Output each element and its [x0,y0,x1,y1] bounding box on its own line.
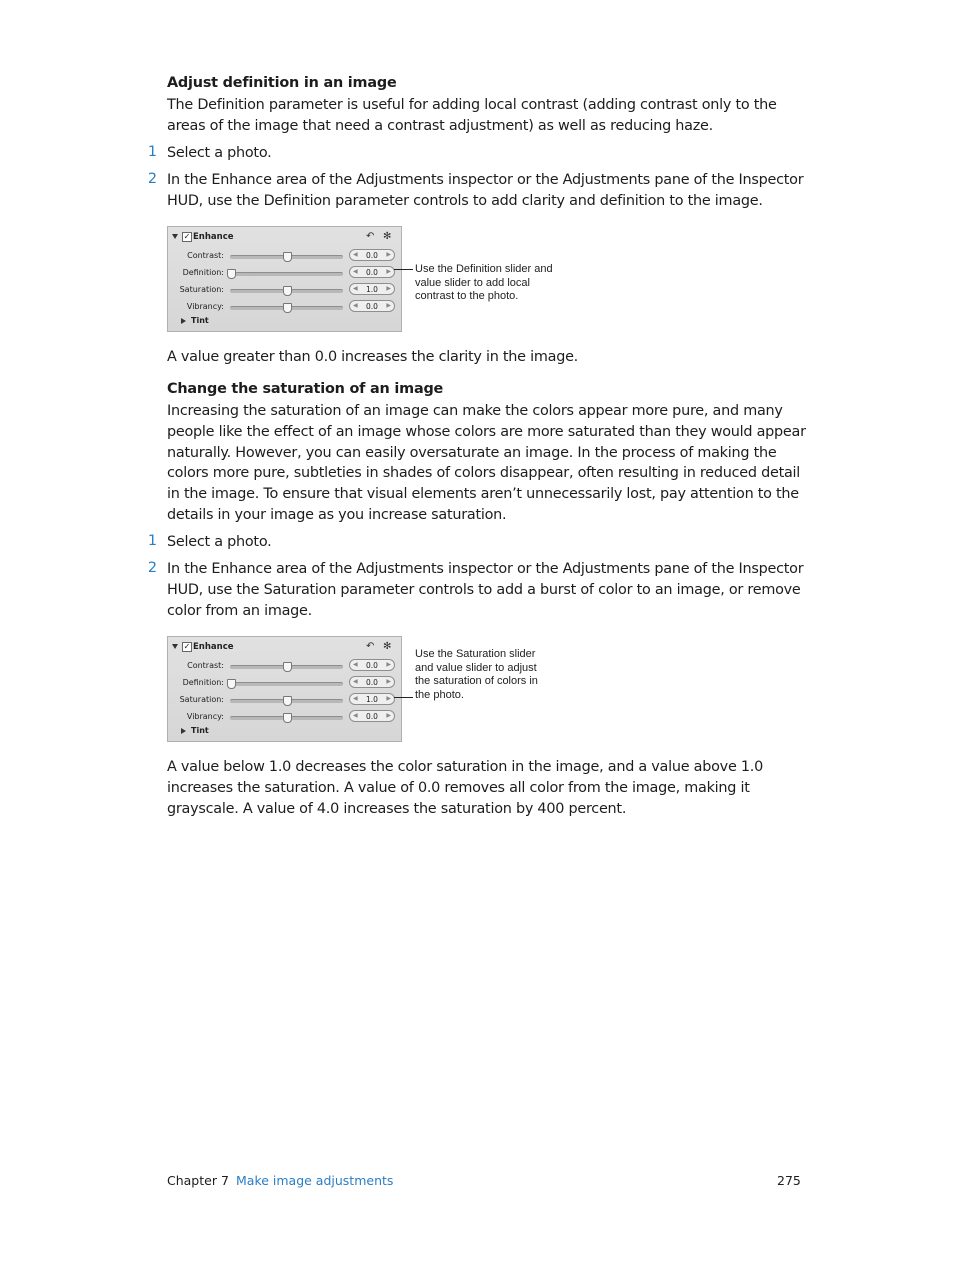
step-number: 1 [147,533,157,549]
page-number: 275 [777,1173,801,1188]
definition-value: 0.0 [366,268,378,277]
saturation-label: Saturation: [179,695,224,704]
step-text: In the Enhance area of the Adjustments inspector or the Adjustments pane of the Inspector HUD, use the Definition parameter controls to add clarity and definition to the image. [167,172,804,209]
decrement-arrow-icon[interactable]: ◀ [353,268,358,275]
gear-icon[interactable]: ✻ [383,231,392,242]
vibrancy-label: Vibrancy: [186,712,224,721]
contrast-label: Contrast: [187,661,224,670]
disclosure-closed-icon[interactable] [181,728,186,734]
gear-icon[interactable]: ✻ [383,641,392,652]
contrast-value: 0.0 [366,661,378,670]
saturation-intro-paragraph: Increasing the saturation of an image can make the colors appear more pure, and many people like the effect of an image whose colors are more saturated than they would appear naturally. However, you can easily oversaturate an image. In the process of making the colors more pure, subtleties in shades of colors disappear, often resulting in reduced detail in the image. To ensure that visual elements aren’t unnecessarily lost, pay attention to the details in your image as you increase saturation. [167,403,806,523]
vibrancy-slider[interactable] [230,716,343,720]
step-text: Select a photo. [167,145,272,161]
slider-thumb[interactable] [227,269,236,279]
saturation-row [168,693,401,707]
slider-thumb[interactable] [283,286,292,296]
contrast-value-slider[interactable] [349,659,395,671]
step-text: In the Enhance area of the Adjustments inspector or the Adjustments pane of the Inspector HUD, use the Saturation parameter controls to add a burst of color to an image, or remove color from an image. [167,561,804,619]
saturation-value: 1.0 [366,285,378,294]
vibrancy-slider[interactable] [230,306,343,310]
definition-value: 0.0 [366,678,378,687]
callout-leader-line [394,697,413,698]
definition-value-slider[interactable] [349,676,395,688]
decrement-arrow-icon[interactable]: ◀ [353,302,358,309]
slider-thumb[interactable] [283,252,292,262]
definition-row [168,676,401,690]
slider-thumb[interactable] [283,662,292,672]
step-number: 2 [147,560,157,576]
definition-intro-paragraph: The Definition parameter is useful for adding local contrast (adding contrast only to the areas of the image that need a contrast adjustment) as well as reducing haze. [167,97,777,134]
tint-label: Tint [191,726,209,735]
slider-thumb[interactable] [283,696,292,706]
definition-value-slider[interactable] [349,266,395,278]
slider-thumb[interactable] [227,679,236,689]
saturation-slider[interactable] [230,289,343,293]
undo-icon[interactable]: ↶ [366,231,375,242]
enhance-checkbox[interactable]: ✓ [183,642,191,651]
increment-arrow-icon[interactable]: ▶ [386,251,391,258]
footer-chapter-link[interactable]: Make image adjustments [236,1173,394,1188]
saturation-value-slider[interactable] [349,693,395,705]
decrement-arrow-icon[interactable]: ◀ [353,251,358,258]
vibrancy-row [168,300,401,314]
enhance-panel [167,636,402,742]
undo-icon[interactable]: ↶ [366,641,375,652]
saturation-slider[interactable] [230,699,343,703]
contrast-value: 0.0 [366,251,378,260]
disclosure-open-icon[interactable] [172,234,178,239]
section-heading-saturation: Change the saturation of an image [167,381,444,397]
contrast-label: Contrast: [187,251,224,260]
increment-arrow-icon[interactable]: ▶ [386,661,391,668]
saturation-callout: Use the Saturation slider and value slider to adjust the saturation of colors in the photo. [415,648,538,701]
definition-label: Definition: [182,678,224,687]
vibrancy-value-slider[interactable] [349,300,395,312]
saturation-row [168,283,401,297]
saturation-value-slider[interactable] [349,283,395,295]
saturation-label: Saturation: [179,285,224,294]
slider-thumb[interactable] [283,713,292,723]
contrast-value-slider[interactable] [349,249,395,261]
decrement-arrow-icon[interactable]: ◀ [353,661,358,668]
definition-callout: Use the Definition slider and value slider to add local contrast to the photo. [415,263,553,303]
definition-slider[interactable] [230,682,343,686]
enhance-title: Enhance [193,642,234,652]
vibrancy-row [168,710,401,724]
contrast-row [168,249,401,263]
enhance-panel [167,226,402,332]
increment-arrow-icon[interactable]: ▶ [386,712,391,719]
definition-label: Definition: [182,268,224,277]
section-heading-definition: Adjust definition in an image [167,75,397,91]
vibrancy-value: 0.0 [366,302,378,311]
tint-label: Tint [191,316,209,325]
slider-thumb[interactable] [283,303,292,313]
saturation-value: 1.0 [366,695,378,704]
disclosure-open-icon[interactable] [172,644,178,649]
saturation-result-paragraph: A value below 1.0 decreases the color saturation in the image, and a value above 1.0 increases the saturation. A value of 0.0 removes all color from the image, making it grayscale. A value of 4.0 increases the saturation by 400 percent. [167,759,764,817]
increment-arrow-icon[interactable]: ▶ [386,302,391,309]
callout-leader-line [394,269,413,270]
disclosure-closed-icon[interactable] [181,318,186,324]
definition-slider[interactable] [230,272,343,276]
vibrancy-label: Vibrancy: [186,302,224,311]
definition-result-paragraph: A value greater than 0.0 increases the clarity in the image. [167,349,579,365]
decrement-arrow-icon[interactable]: ◀ [353,695,358,702]
vibrancy-value: 0.0 [366,712,378,721]
step-number: 1 [147,144,157,160]
contrast-slider[interactable] [230,255,343,259]
contrast-row [168,659,401,673]
increment-arrow-icon[interactable]: ▶ [386,285,391,292]
decrement-arrow-icon[interactable]: ◀ [353,678,358,685]
step-text: Select a photo. [167,534,272,550]
decrement-arrow-icon[interactable]: ◀ [353,712,358,719]
increment-arrow-icon[interactable]: ▶ [386,268,391,275]
step-number: 2 [147,171,157,187]
definition-row [168,266,401,280]
increment-arrow-icon[interactable]: ▶ [386,678,391,685]
vibrancy-value-slider[interactable] [349,710,395,722]
footer-chapter: Chapter 7 [167,1173,229,1188]
increment-arrow-icon[interactable]: ▶ [386,695,391,702]
contrast-slider[interactable] [230,665,343,669]
enhance-title: Enhance [193,232,234,242]
enhance-checkbox[interactable]: ✓ [183,232,191,241]
decrement-arrow-icon[interactable]: ◀ [353,285,358,292]
